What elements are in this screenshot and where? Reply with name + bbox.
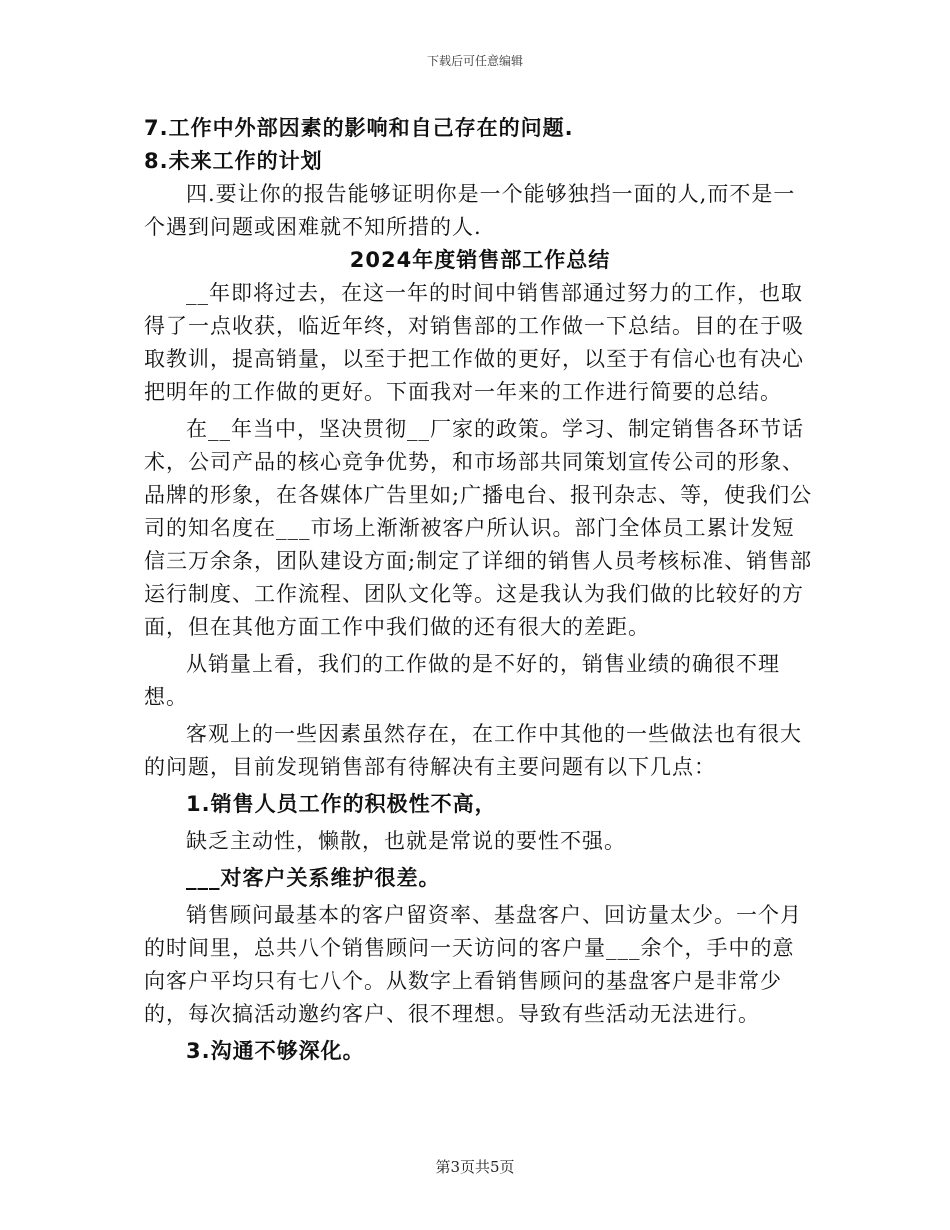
list-item-8: 8.未来工作的计划 bbox=[144, 149, 323, 173]
document-title: 2024年度销售部工作总结 bbox=[349, 248, 611, 272]
point-1-text: 缺乏主动性，懒散，也就是常说的要性不强。 bbox=[186, 829, 626, 853]
paragraph-intro: __年即将过去，在这一年的时间中销售部通过努力的工作，也取得了一点收获，临近年终，对销售部的工作做一下总结。目的在于吸取教训，提高销量，以至于把工作做的更好，以至于有信心也有决心把明年的工作做的更好。下面我对一年来的工作进行简要的总结。 bbox=[144, 281, 804, 404]
paragraph-problems: 客观上的一些因素虽然存在，在工作中其他的一些做法也有很大的问题，目前发现销售部有待解决有主要问题有以下几点： bbox=[144, 722, 802, 779]
point-3-heading: 3.沟通不够深化。 bbox=[186, 1039, 365, 1063]
list-item-7: 7.工作中外部因素的影响和自己存在的问题. bbox=[144, 116, 574, 140]
page-number: 第3页共5页 bbox=[435, 1158, 515, 1176]
document-body bbox=[144, 112, 816, 1068]
page-header-note: 下载后可任意编辑 bbox=[426, 54, 523, 68]
paragraph-sales-volume: 从销量上看，我们的工作做的是不好的，销售业绩的确很不理想。 bbox=[144, 652, 780, 709]
point-1-heading: 1.销售人员工作的积极性不高， bbox=[186, 792, 497, 816]
point-2-heading: ___对客户关系维护很差。 bbox=[186, 866, 441, 890]
paragraph-policy: 在__年当中，坚决贯彻__厂家的政策。学习、制定销售各环节话术，公司产品的核心竞争优势，和市场部共同策划宣传公司的形象、品牌的形象，在各媒体广告里如;广播电台、报刊杂志、等，使我们公司的知名度在___市场上渐渐被客户所认识。部门全体员工累计发短信三万余条，团队建设方面;制定了详细的销售人员考核标准、销售部运行制度、工作流程、团队文化等。这是我认为我们做的比较好的方面，但在其他方面工作中我们做的还有很大的差距。 bbox=[144, 417, 813, 639]
section-four-text: 四.要让你的报告能够证明你是一个能够独挡一面的人,而不是一个遇到问题或困难就不知所措的人. bbox=[144, 182, 796, 239]
point-2-text: 销售顾问最基本的客户留资率、基盘客户、回访量太少。一个月的时间里，总共八个销售顾问一天访问的客户量___余个，手中的意向客户平均只有七八个。从数字上看销售顾问的基盘客户是非常少的，每次搞活动邀约客户、很不理想。导致有些活动无法进行。 bbox=[144, 903, 802, 1026]
